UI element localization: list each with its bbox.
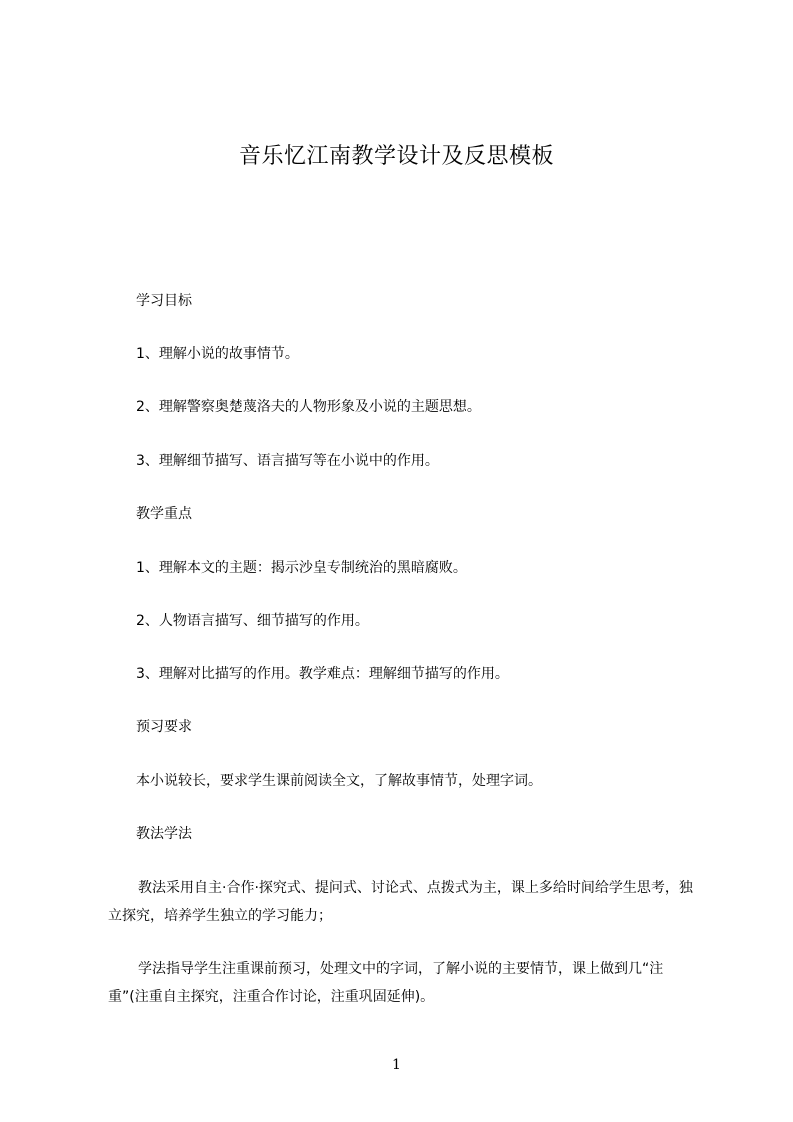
learning-method-paragraph: 学法指导学生注重课前预习，处理文中的字词，了解小说的主要情节，课上做到几“注重”(注重自主探究，注重合作讨论，注重巩固延伸)。 xyxy=(108,961,664,1005)
section-heading-learning-goals: 学习目标 xyxy=(136,293,192,309)
page-number: 1 xyxy=(392,1057,401,1073)
learning-goal-1: 1、理解小说的故事情节。 xyxy=(136,346,299,362)
section-heading-preview: 预习要求 xyxy=(136,719,192,735)
document-title: 音乐忆江南教学设计及反思模板 xyxy=(238,144,554,169)
section-heading-key-points: 教学重点 xyxy=(136,506,192,522)
section-heading-methods: 教法学法 xyxy=(136,826,192,842)
learning-goal-3: 3、理解细节描写、语言描写等在小说中的作用。 xyxy=(136,453,439,469)
key-point-2: 2、人物语言描写、细节描写的作用。 xyxy=(136,613,369,629)
learning-goal-2: 2、理解警察奥楚蔑洛夫的人物形象及小说的主题思想。 xyxy=(136,399,481,415)
key-point-3: 3、理解对比描写的作用。教学难点：理解细节描写的作用。 xyxy=(136,666,509,682)
key-point-1: 1、理解本文的主题：揭示沙皇专制统治的黑暗腐败。 xyxy=(136,560,467,576)
teaching-method-paragraph: 教法采用自主·合作·探究式、提问式、讨论式、点拨式为主，课上多给时间给学生思考，独立探究，培养学生独立的学习能力； xyxy=(108,880,693,924)
preview-requirement: 本小说较长，要求学生课前阅读全文，了解故事情节，处理字词。 xyxy=(136,773,542,789)
